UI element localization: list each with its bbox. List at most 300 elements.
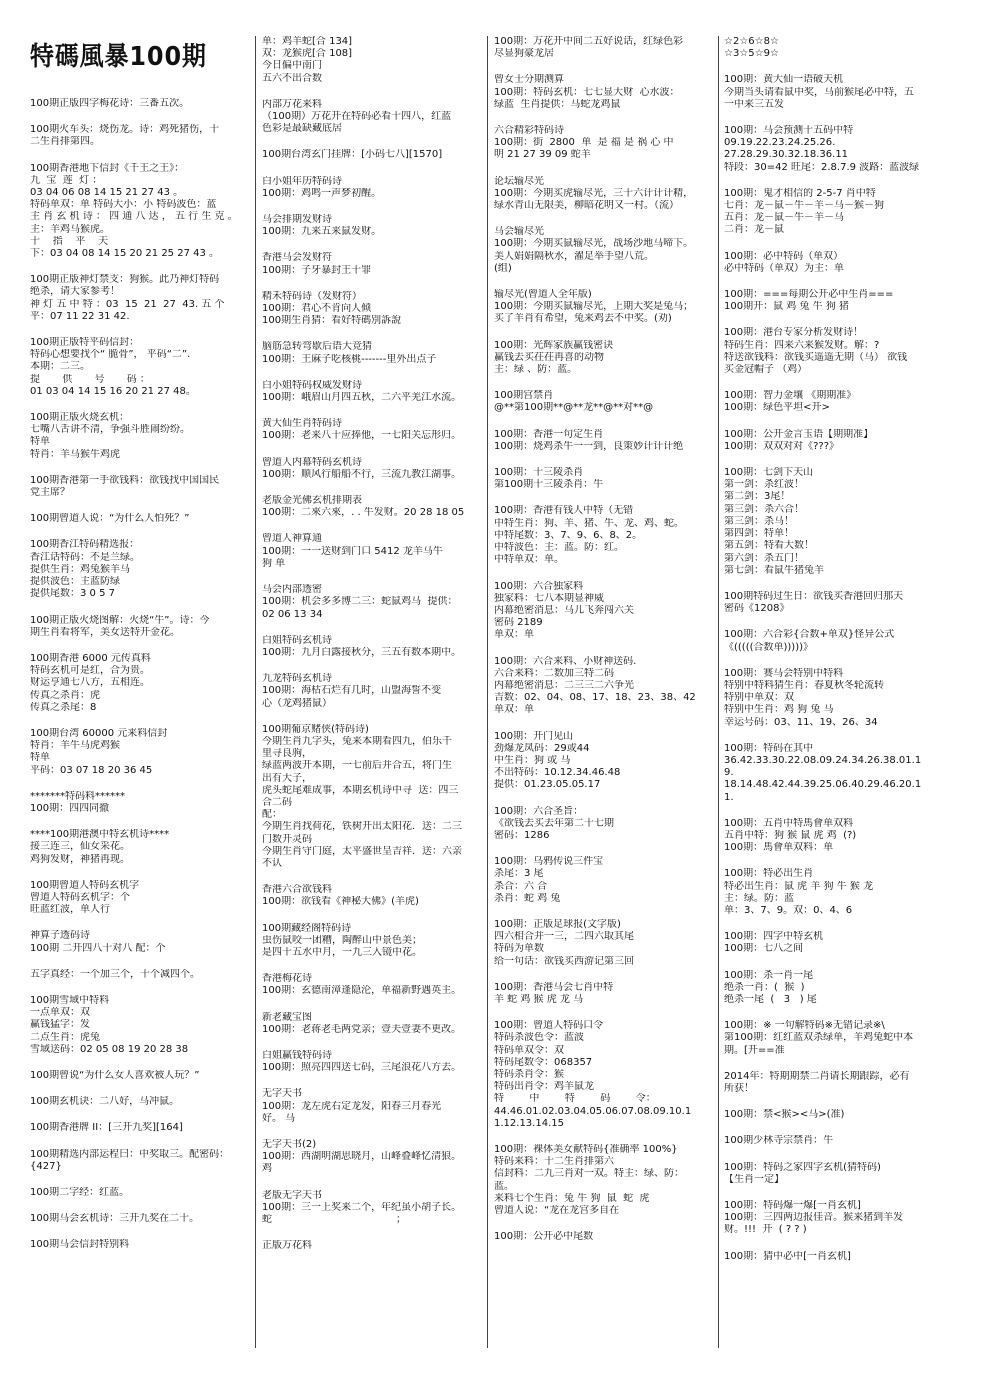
text-line: 100期：禁<猴><马>(准) <box>724 1109 845 1121</box>
text-line: 里寻良驹， <box>262 748 312 760</box>
text-block <box>262 923 480 960</box>
text-line: 特码杀波色令：蓝波 <box>494 1032 584 1044</box>
text-line: 100期：老来八十应捧他，一七阳关忘形归。 <box>262 430 462 442</box>
text-line: 赢钱猛字：发 <box>30 1019 90 1031</box>
column-4 <box>724 36 956 1382</box>
text-block <box>262 1190 480 1227</box>
text-block <box>30 98 248 110</box>
text-line: 100期雪域中特料 <box>30 994 110 1006</box>
text-line: 100期：裸体美女献特码{准确率 100%} <box>494 1144 678 1156</box>
text-block <box>262 584 480 621</box>
text-line: 36.42.33.30.22.08.09.24.34.26.38.01.1 <box>724 754 922 766</box>
text-line: 传真之杀尾：8 <box>30 701 97 713</box>
text-line: 100期 二开四八十对八 配：个 <box>30 942 166 954</box>
text-line: 论坛输尽光 <box>494 175 544 187</box>
text-block <box>262 457 480 481</box>
text-line: 第一剑：杀红波！ <box>724 479 804 491</box>
text-block <box>494 1020 712 1130</box>
text-line: 100期藏经阁特码诗 <box>262 922 352 934</box>
text-line: 100期台湾玄门挂牌：[小码七八][1570] <box>262 149 443 161</box>
text-line: 单：鸡羊蛇[合 134] <box>262 36 353 47</box>
text-line: 信封料：二九三肖对一双。特主：绿、防： <box>494 1168 684 1180</box>
text-line: 赢钱去买茌茌再喜的动物 <box>494 351 604 363</box>
text-line: 买金冠帽子 （鸡） <box>724 364 808 376</box>
text-line: 蓝。 <box>494 1180 514 1192</box>
text-line: 香港六合欲钱料 <box>262 884 332 896</box>
text-line: 黄大仙生肖特码诗 <box>262 418 342 430</box>
text-block <box>30 791 248 815</box>
text-line: 平码：03 07 18 20 36 45 <box>30 764 153 776</box>
text-block <box>724 1020 956 1057</box>
text-line: 100期香港第一手欲钱料：欲钱找中国国民 <box>30 474 220 486</box>
column-1 <box>30 36 248 1382</box>
text-line: 100期：龙左虎右定龙发，阳春三月春光 <box>262 1100 442 1112</box>
text-line: 脑筋急转弯歇后语大竞猜 <box>262 341 372 353</box>
text-line: 单双：单 <box>494 629 534 641</box>
text-line: 无字天书(2) <box>262 1139 317 1150</box>
text-line: 100期：四字中特玄机 <box>724 931 824 943</box>
text-line: 特 中 特 码 令： <box>494 1093 656 1105</box>
text-line: 特别中特料猜生肖：春夏秋冬轮流转 <box>724 679 884 691</box>
page-title: 特碼風暴100期 <box>30 42 207 72</box>
text-line: 100期：欲钱看《神秘大佛》(羊虎) <box>262 896 419 908</box>
text-line: 提供尾数：3 0 5 7 <box>30 588 115 600</box>
text-line: 100期香江特码精选报： <box>30 539 140 551</box>
text-block <box>30 124 248 148</box>
text-block <box>724 868 956 917</box>
text-block <box>724 1200 956 1237</box>
text-line: 100期：光辉家族赢钱密诀 <box>494 339 614 351</box>
text-line: 100期：九月白露接秋分，三五有数本期中。 <box>262 646 462 658</box>
text-block <box>262 635 480 659</box>
text-line: 期生肖看将军，美女送特开金花。 <box>30 626 180 638</box>
text-line: 鸡 <box>262 1163 272 1175</box>
text-line: 100期：十三陵杀肖 <box>494 467 584 479</box>
text-block <box>262 149 480 161</box>
text-line: 绝杀，请大家参考！ <box>30 286 120 298</box>
text-line: 六合精彩特码诗 <box>494 125 564 137</box>
text-line: 今期当头请看鼠中奖，马前猴尾必中特，五 <box>724 86 914 98</box>
text-line: 100期香港地下信封《千王之王》： <box>30 162 185 174</box>
text-line: 100期：六合彩{合数+单双}怪异公式 <box>724 629 895 641</box>
text-line: 9. <box>724 767 734 779</box>
text-block <box>262 1139 480 1176</box>
text-line: 内幕绝密消息：二三三二六争光 <box>494 679 634 691</box>
text-line: 01 03 04 14 15 16 20 21 27 48。 <box>30 385 196 397</box>
text-line: 100期：六合独家料 <box>494 580 584 592</box>
text-line: 100期：赛马会特别中特料 <box>724 667 844 679</box>
text-line: 吉数：02、04、08、17、18、23、38、42 <box>494 692 696 704</box>
text-block <box>30 653 248 714</box>
text-line: 心（龙鸡猪鼠） <box>262 697 332 709</box>
text-line: 杀尾：3 尾 <box>494 868 544 880</box>
text-line: 输尽光(曾道人全年版) <box>494 289 592 301</box>
text-line: 100期火车头：烧伤龙。诗：鸡死猪伤，十 <box>30 124 220 136</box>
text-line: 九 宝 莲 灯 ： <box>30 174 103 186</box>
text-block <box>30 274 248 323</box>
text-line: 100期：香港有钱人中特（无错 <box>494 505 634 517</box>
text-line: 100期：特必出生肖 <box>724 868 814 880</box>
text-line: 单双：单 <box>494 704 534 716</box>
text-block <box>30 995 248 1056</box>
text-line: 第三剑：杀六合！ <box>724 503 804 515</box>
text-line: 出有大子， <box>262 772 312 784</box>
text-line: 内幕绝密消息：马儿飞奔闯六关 <box>494 604 634 616</box>
text-block <box>494 656 712 717</box>
text-line: 主 肖 玄 机 诗 ： 四 通 八 达 ， 五 行 生 克 。 <box>30 211 238 223</box>
text-block <box>724 390 956 414</box>
text-line: 特段：30=42 旺尾：2.8.7.9 波路：蓝波绿 <box>724 161 920 173</box>
text-block <box>262 214 480 238</box>
text-line: 1.12.13.14.15 <box>494 1117 564 1129</box>
text-line: 特肖：羊牛马虎鸡猴 <box>30 740 120 752</box>
text-line: 100期：特码玄机：七七显大财 心水波： <box>494 86 680 98</box>
text-line: 美人娟娟隔秋水，濯足举手望八荒。 <box>494 250 654 262</box>
text-block <box>494 390 712 414</box>
text-line: 100期：杀一肖一尾 <box>724 969 814 981</box>
text-block <box>494 176 712 213</box>
text-line: 第七剑：看鼠牛猪兔羊 <box>724 564 824 576</box>
text-line: ☆2☆6☆8☆ <box>724 36 779 47</box>
text-block <box>494 340 712 377</box>
column-divider <box>255 36 256 1348</box>
text-line: 100期：曾道人特码口令 <box>494 1020 604 1032</box>
text-line: 绝杀一尾 ( 3 ) 尾 <box>724 993 817 1005</box>
text-line: 100期曾道人特码玄机字 <box>30 879 140 891</box>
text-line: 特肖：羊马猴牛鸡虎 <box>30 448 120 460</box>
text-line: 100期：顺风行船船不行，三流九教江湖事。 <box>262 468 462 480</box>
text-line: 100期：香港一句定生肖 <box>494 428 604 440</box>
text-line: 100期马会玄机诗：三开九奖在二十。 <box>30 1213 200 1225</box>
text-line: 虎头蛇尾难成事，本期玄机诗中寻 送：四三 <box>262 784 459 796</box>
text-line: 第六剑：杀五门！ <box>724 552 804 564</box>
text-line: 门数开灵码 <box>262 833 312 845</box>
text-block <box>262 1088 480 1125</box>
text-line: 四六相合并一三，二四六取其尾 <box>494 931 634 943</box>
text-block <box>724 429 956 453</box>
text-block <box>494 1231 712 1243</box>
text-line: 特单 <box>30 752 50 764</box>
text-block <box>724 1135 956 1147</box>
text-line: 七嘴八舌讲不清，争强斗胜闹纷纷。 <box>30 424 190 436</box>
text-line: 100期：港台专家分析发财诗！ <box>724 327 864 339</box>
text-line: 100期：五肖中特馬會单双料 <box>724 817 854 829</box>
text-block <box>724 591 956 615</box>
text-line: 100期马会信封特别料 <box>30 1239 130 1251</box>
text-line: 100期：老蒋老毛两党亲；壹夫壹妻不更改。 <box>262 1023 462 1035</box>
text-block <box>262 673 480 710</box>
text-line: 白姐特码玄机诗 <box>262 634 332 646</box>
text-line: 100期：七剑下天山 <box>724 467 814 479</box>
text-line: 100期：七八之间 <box>724 943 804 955</box>
text-line: 27.28.29.30.32.18.36.11 <box>724 149 849 161</box>
text-line: 100期：※ 一句解特码※无错记录※\ <box>724 1020 885 1032</box>
text-line: 中生肖：狗 或 马 <box>494 754 571 766</box>
text-block <box>494 125 712 162</box>
text-line: 特码心想要找个“ 脆骨”， 平码“二”. <box>30 349 191 361</box>
text-block <box>30 615 248 639</box>
text-block <box>262 884 480 908</box>
text-line: 100期：一一送财到门口 5412 龙羊马牛 <box>262 545 443 557</box>
text-block <box>30 1096 248 1108</box>
text-line: 特码单双：单 特码大小：小 特码波色：蓝 <box>30 199 217 211</box>
text-line: 曾道人特码玄机字：个 <box>30 891 130 903</box>
text-block <box>494 226 712 275</box>
text-line: 杀合：六 合 <box>494 880 548 892</box>
text-line: 100期葡京赌侠(特码诗) <box>262 723 369 735</box>
text-line: 提供：01.23.05.05.17 <box>494 779 601 791</box>
text-line: 十 指 平 天 <box>30 235 109 247</box>
text-line: 独家料：七八本期显神威 <box>494 592 604 604</box>
text-line: 100期香港 6000 元传真料 <box>30 652 151 664</box>
text-block <box>724 327 956 376</box>
text-line: 100期：西湖明湖思晓月，山峰叠峰忆清狼。 <box>262 1151 462 1163</box>
text-block <box>494 806 712 843</box>
text-line: 神 灯 五 中 特 ：03 15 21 27 43. 五 个 <box>30 298 225 310</box>
text-line: 特码单双令：双 <box>494 1044 564 1056</box>
text-line: 曾道人说：“龙在龙宫多自在 <box>494 1205 620 1217</box>
text-line: 杀肖：蛇 鸡 兔 <box>494 892 561 904</box>
text-line: 100期：智力金壤 《期期准》 <box>724 390 857 402</box>
text-block <box>494 36 712 60</box>
text-line: 神算子透码诗 <box>30 930 90 942</box>
text-line: 100期：开门见山 <box>494 730 574 742</box>
text-block <box>494 289 712 326</box>
text-line: 100期：绿色平坦<开> <box>724 402 830 414</box>
text-line: 100期：烧鸡杀牛一一到，良策妙计计计绝 <box>494 440 684 452</box>
text-line: 100期：六合来料、小财神送码. <box>494 655 637 667</box>
text-line: 蛇 ； <box>262 1214 406 1226</box>
text-line: 2014年：特期期禁二肖请长期跟踪，必有 <box>724 1070 910 1082</box>
text-block <box>262 252 480 276</box>
text-block <box>262 36 480 85</box>
text-block <box>724 1162 956 1186</box>
text-line: 是四十五水中月，一九三入镜中花。 <box>262 946 422 958</box>
text-block <box>30 728 248 777</box>
text-line: 本期：二三。 <box>30 361 90 373</box>
text-line: 五肖：龙－鼠－牛－羊－马 <box>724 212 844 224</box>
text-line: 100期生肖猜：看好特碼別訴說 <box>262 315 402 327</box>
text-line: 无字天书 <box>262 1088 302 1100</box>
text-block <box>262 291 480 328</box>
text-block <box>30 969 248 981</box>
text-line: 100期：四四同撤 <box>30 802 110 814</box>
text-line: 100期：街 2800 单 是 福 是 祸 心 中 <box>494 137 674 149</box>
text-line: 100期：马会预测十五码中特 <box>724 125 854 137</box>
text-line: 提 供 号 码 ： <box>30 373 150 385</box>
text-block <box>30 513 248 525</box>
text-line: 一点单双：双 <box>30 1007 90 1019</box>
text-line: 明 21 27 39 09 蛇羊 <box>494 149 591 161</box>
text-line: 100期：馬會单双料：单 <box>724 842 834 854</box>
text-line: 幸运号码：03、11、19、26、34 <box>724 716 878 728</box>
text-line: 所获！ <box>724 1083 754 1094</box>
text-line: 100期：机会多多博二三：蛇鼠鸡马 提供： <box>262 596 458 608</box>
text-block <box>724 74 956 111</box>
text-line: 100期正版火烧玄机： <box>30 412 130 424</box>
text-line: 期。[开==准 <box>724 1044 785 1056</box>
text-line: 不出特码：10.12.34.46.48 <box>494 767 621 779</box>
text-line: 单：3、7、9。双：0、4、6 <box>724 904 853 916</box>
text-line: 五字真经：一个加三个，十个减四个。 <box>30 968 200 980</box>
text-block <box>262 1240 480 1252</box>
text-line: 狗 单 <box>262 557 286 569</box>
text-block <box>724 36 956 60</box>
text-block <box>262 533 480 570</box>
text-line: 密码：1286 <box>494 829 550 841</box>
text-line: 绿蓝 生肖提供：马蛇龙鸡鼠 <box>494 98 621 110</box>
text-line: 第二剑：3尾！ <box>724 491 791 503</box>
text-block <box>494 1144 712 1217</box>
text-line: 100期：黄大仙一语破天机 <box>724 74 844 86</box>
text-block <box>494 429 712 453</box>
text-line: 100期：香港马会七肖中特 <box>494 981 614 993</box>
text-block <box>724 931 956 955</box>
text-block <box>262 418 480 442</box>
text-block <box>262 495 480 519</box>
text-line: 特别中单双：双 <box>724 692 794 704</box>
text-line: 绿水青山无限美，柳暗花明又一村。（流） <box>494 200 679 212</box>
text-line: 平：07 11 22 31 42. <box>30 310 130 322</box>
text-line: 二点生肖：虎兔 <box>30 1031 100 1043</box>
text-line: 五肖中特：狗 猴 鼠 虎 鸡 (?) <box>724 829 857 841</box>
text-line: 今期生肖九字头，兔来本期看四九，伯乐千 <box>262 735 452 747</box>
text-block <box>494 505 712 566</box>
text-line: 100期：万花开中间二五好说话，红绿色彩 <box>494 36 684 47</box>
text-line: 提供波色：主蓝防绿 <box>30 576 120 588</box>
text-line: 第三剑：杀马！ <box>724 515 794 527</box>
text-line: 100期：君心不肯向人倾 <box>262 303 372 315</box>
text-line: 100期：海枯石烂有几时，山盟海誓不变 <box>262 685 442 697</box>
text-line: 主：羊鸡马猴虎。 <box>30 223 110 235</box>
text-line: 密码 2189 <box>494 617 543 629</box>
text-block <box>262 1012 480 1036</box>
text-block <box>30 930 248 954</box>
text-block <box>30 880 248 917</box>
text-line: 必中特码（单双）为主：单 <box>724 262 844 274</box>
text-line: 中特尾数：3、7、9、6、8、2。 <box>494 529 643 541</box>
text-line: 特码出肖令：鸡羊鼠龙 <box>494 1081 594 1093</box>
text-block <box>724 629 956 653</box>
text-line: ****100期港澳中特玄机诗**** <box>30 829 170 841</box>
text-line: 100期：九来五来鼠发财。 <box>262 226 382 238</box>
text-line: 100期曾说“为什么女人喜欢被人玩？” <box>30 1069 200 1081</box>
text-line: 曾道人神算通 <box>262 533 322 545</box>
text-line: 新老藏宝图 <box>262 1011 312 1023</box>
text-block <box>30 475 248 499</box>
text-block <box>724 251 956 275</box>
text-block <box>724 467 956 577</box>
text-line: *******特码料****** <box>30 790 125 802</box>
text-line: 100期：三四两边报佳音。猴来猪到羊发 <box>724 1212 904 1224</box>
text-block <box>30 412 248 461</box>
text-line: （100期）万花开在特码必看十四八，红蓝 <box>262 111 452 123</box>
text-line: 中特单双：单。 <box>494 554 564 566</box>
text-line: 100期：双双对对《???》 <box>724 440 840 452</box>
text-line: 《欲钱去买去年第二十七期 <box>494 817 614 829</box>
text-block <box>30 1070 248 1082</box>
text-line: 党主席？ <box>30 487 70 499</box>
text-line: 1. <box>724 791 734 803</box>
text-line: 曾道人内幕特码玄机诗 <box>262 456 362 468</box>
text-line: 100期：鸡鸣一声梦初醒。 <box>262 187 382 199</box>
text-line: 《(((((合数单)))))》 <box>724 641 814 653</box>
text-line: 香港梅花诗 <box>262 973 312 985</box>
text-line: 100期：特码爆一爆[一肖玄机] <box>724 1200 861 1212</box>
text-line: 100期：正版足球报(文字版) <box>494 918 621 930</box>
text-line: 七肖：龙－鼠－牛－羊－马－猴－狗 <box>724 200 884 212</box>
text-line: 100期：必中特码（单双） <box>724 250 844 262</box>
text-line: 特别中生肖：鸡 狗 兔 马 <box>724 704 834 716</box>
text-block <box>262 99 480 136</box>
text-line: 18.14.48.42.44.39.25.06.40.29.46.20.1 <box>724 779 922 791</box>
text-line: 100期正版火烧图解：火烧“牛”。诗：今 <box>30 614 210 626</box>
text-line: 曾女士分期测算 <box>494 74 564 86</box>
text-line: 100期：峨眉山月四五秋，二六平羌江水流。 <box>262 392 462 404</box>
text-block <box>30 163 248 261</box>
text-line: 100期：===每期公开必中生肖=== <box>724 289 894 301</box>
text-line: 马会内部透密 <box>262 584 322 596</box>
text-line: 色彩是最缺藏底居 <box>262 123 342 135</box>
text-line: 特码尾数令：068357 <box>494 1056 593 1068</box>
text-block <box>724 289 956 313</box>
text-line: 主：绿 、防：蓝。 <box>494 364 578 376</box>
text-line: 100期开：鼠 鸡 兔 牛 狗 猪 <box>724 301 849 313</box>
text-block <box>262 341 480 365</box>
text-line: 03 04 06 08 14 15 21 27 43 。 <box>30 187 184 199</box>
text-line: 绝杀一肖：( 猴 ) <box>724 981 805 993</box>
text-line: 特码生肖：四来六来猴发财。解：? <box>724 339 880 351</box>
text-line: 雪域送码：02 05 08 19 20 28 38 <box>30 1043 189 1055</box>
text-line: 09.19.22.23.24.25.26. <box>724 137 836 149</box>
text-line: 100期：二來六來，. . 牛发财。20 28 18 05 <box>262 507 465 519</box>
text-line: 二肖：龙－鼠 <box>724 224 784 236</box>
text-line: 老版金光佛玄机排期表 <box>262 495 362 507</box>
text-line: 白姐赢钱特码诗 <box>262 1049 332 1061</box>
text-line: 100期：特码之家四字玄机(猜特码) <box>724 1161 881 1173</box>
text-line: ☆3☆5☆9☆ <box>724 48 779 60</box>
text-line: 买了羊肖有希望，兔来鸡去不中奖。(劝) <box>494 313 672 325</box>
text-block <box>494 919 712 968</box>
text-line: 44.46.01.02.03.04.05.06.07.08.09.10.1 <box>494 1105 692 1117</box>
text-line: 100期精选内部运程曰：中奖取三。配密码： <box>30 1148 230 1160</box>
text-line: 第五剑：特看大数！ <box>724 540 814 552</box>
text-line: 100期正版特平码信封： <box>30 337 140 349</box>
text-block <box>724 1251 956 1263</box>
text-block <box>30 1187 248 1199</box>
text-line: 100期香港牌 II：[三开九奖][164] <box>30 1122 183 1134</box>
text-block <box>724 125 956 174</box>
text-line: 特码杀肖令：猴 <box>494 1069 564 1080</box>
text-line: 100期：公开必中尾数 <box>494 1231 594 1243</box>
text-block <box>724 970 956 1007</box>
text-line: 特码为单数 <box>494 943 544 955</box>
text-line: 02 06 13 34 <box>262 608 323 620</box>
text-block <box>262 973 480 997</box>
text-block <box>724 188 956 237</box>
text-block <box>30 829 248 866</box>
text-line: 100期：今期买虎输尽光，三十六计计计精， <box>494 187 694 199</box>
text-line: 100期正版神灯禁支：狗猴。此乃神灯特码 <box>30 274 220 286</box>
text-line: 特单 <box>30 436 50 448</box>
text-line: 100期少林寺宗禁肖：牛 <box>724 1135 834 1147</box>
text-line: 九龙特码玄机诗 <box>262 673 332 685</box>
text-line: 100期曾道人说：“为什么人怕死？” <box>30 513 190 525</box>
text-line: {427} <box>30 1160 62 1172</box>
text-line: 【生肖一定】 <box>724 1173 784 1185</box>
text-line: 100期特码过生日：欲钱买香港回归那天 <box>724 590 904 602</box>
text-line: 第四剑：特单！ <box>724 528 794 540</box>
